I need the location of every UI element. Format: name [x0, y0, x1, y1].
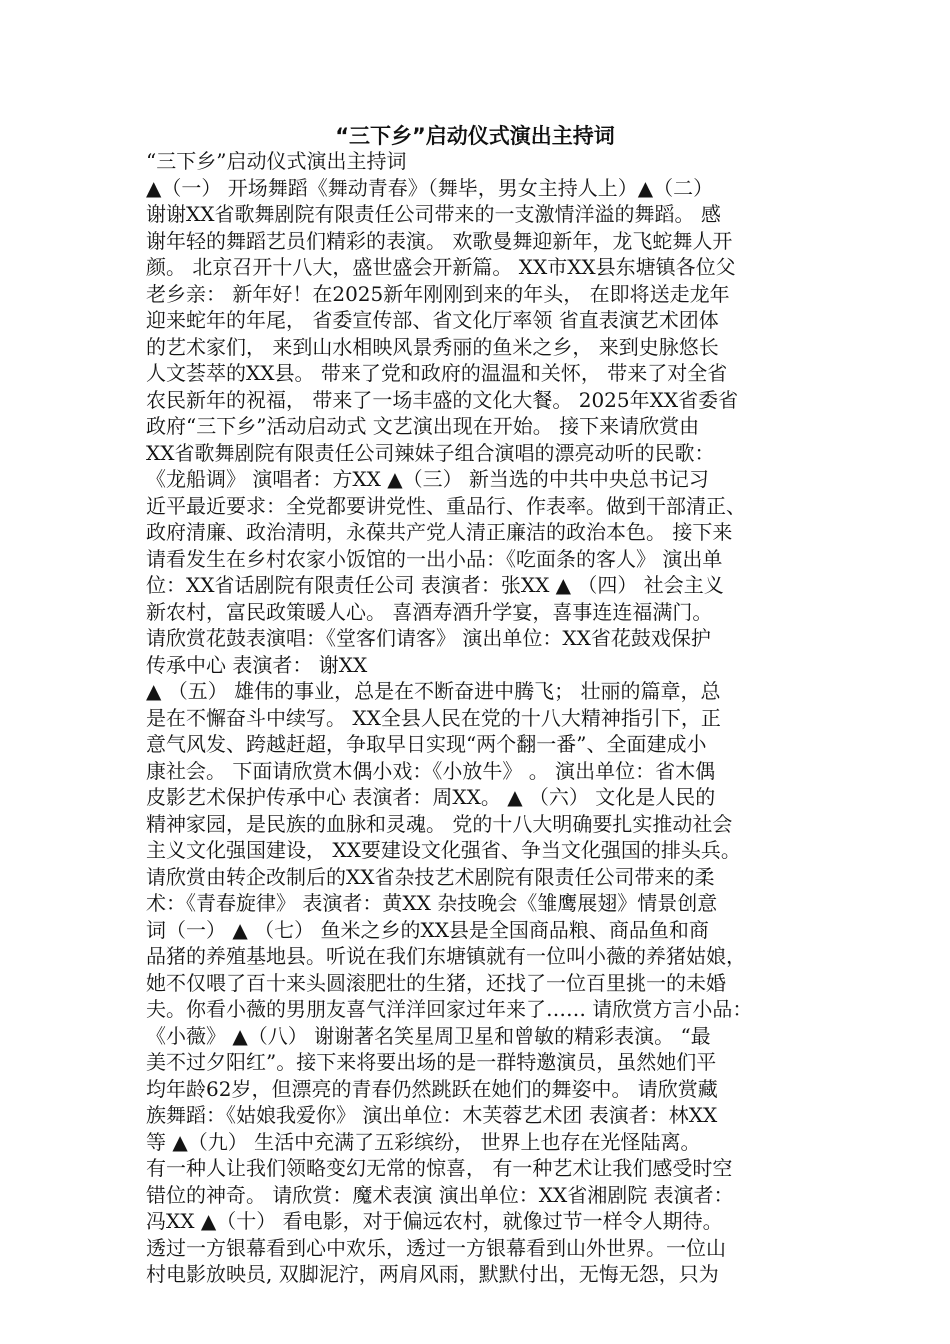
body-text-line: 均年龄62岁，但漂亮的青春仍然跳跃在她们的舞姿中。 请欣赏藏: [146, 1076, 718, 1101]
body-text-line: 她不仅喂了百十来头圆滚肥壮的生猪，还找了一位百里挑一的未婚: [146, 970, 726, 995]
body-text-line: 老乡亲： 新年好！在2025新年刚刚到来的年头， 在即将送走龙年: [146, 281, 730, 306]
body-text-line: 的艺术家们， 来到山水相映风景秀丽的鱼米之乡， 来到史脉悠长: [146, 334, 719, 359]
body-text-line: 词（一） ▲ （七） 鱼米之乡的XX县是全国商品粮、商品鱼和商: [146, 917, 709, 942]
body-text-line: 美不过夕阳红”。接下来将要出场的是一群特邀演员，虽然她们平: [146, 1050, 717, 1074]
body-text-line: 政府清廉、政治清明，永葆共产党人清正廉洁的政治本色。 接下来: [146, 520, 733, 544]
body-text-line: 近平最近要求：全党都要讲党性、重品行、作表率。做到干部清正、: [146, 493, 746, 518]
document-body: [146, 148, 814, 1288]
body-text-line: 冯XX ▲（十） 看电影，对于偏远农村，就像过节一样令人期待。: [146, 1209, 723, 1233]
body-text-line: 族舞蹈：《姑娘我爱你》 演出单位：木芙蓉艺术团 表演者：林XX: [146, 1103, 718, 1127]
body-text-line: “三下乡”启动仪式演出主持词: [146, 149, 407, 173]
body-text-line: 精神家园，是民族的血脉和灵魂。 党的十八大明确要扎实推动社会: [146, 811, 733, 836]
body-text-line: 谢年轻的舞蹈艺员们精彩的表演。 欢歌曼舞迎新年，龙飞蛇舞人开: [146, 228, 733, 253]
body-text-line: ▲（一） 开场舞蹈《舞动青春》（舞毕，男女主持人上）▲（二）: [146, 175, 714, 200]
body-text-line: 等 ▲（九） 生活中充满了五彩缤纷， 世界上也存在光怪陆离。: [146, 1129, 701, 1154]
body-text-line: 谢谢XX省歌舞剧院有限责任公司带来的一支激情洋溢的舞蹈。 感: [146, 202, 721, 226]
body-text-line: 新农村，富民政策暖人心。 喜酒寿酒升学宴，喜事连连福满门。: [146, 599, 713, 624]
document-title: “三下乡”启动仪式演出主持词: [335, 124, 615, 148]
body-text-line: 迎来蛇年的年尾， 省委宣传部、省文化厅率领 省直表演艺术团体: [146, 308, 719, 332]
body-text-line: 是在不懈奋斗中续写。 XX全县人民在党的十八大精神指引下，正: [146, 705, 721, 730]
body-text-line: XX省歌舞剧院有限责任公司辣妹子组合演唱的漂亮动听的民歌：: [146, 440, 715, 465]
body-text-line: 村电影放映员, 双脚泥泞，两肩风雨，默默付出，无悔无怨，只为: [146, 1262, 719, 1286]
body-text-line: 请欣赏由转企改制后的XX省杂技艺术剧院有限责任公司带来的柔: [146, 864, 715, 889]
body-text-line: 康社会。 下面请欣赏木偶小戏：《小放牛》 。 演出单位：省木偶: [146, 758, 716, 783]
body-text-line: 意气风发、跨越赶超，争取早日实现“两个翻一番”、全面建成小: [146, 732, 707, 756]
body-text-line: 有一种人让我们领略变幻无常的惊喜， 有一种艺术让我们感受时空: [146, 1156, 733, 1180]
body-text-line: 《龙船调》 演唱者：方XX ▲（三） 新当选的中共中央总书记习: [146, 467, 709, 491]
body-text-line: 品猪的养殖基地县。听说在我们东塘镇就有一位叫小薇的养猪姑娘，: [146, 944, 746, 968]
body-text-line: 位：XX省话剧院有限责任公司 表演者：张XX ▲ （四） 社会主义: [146, 573, 724, 597]
body-text-line: 错位的神奇。 请欣赏：魔术表演 演出单位：XX省湘剧院 表演者：: [146, 1182, 734, 1207]
body-text-line: 政府“三下乡”活动启动式 文艺演出现在开始。 接下来请欣赏由: [146, 414, 700, 438]
body-text-line: 颜。 北京召开十八大，盛世盛会开新篇。 XX市XX县东塘镇各位父: [146, 255, 736, 279]
body-text-line: 请看发生在乡村农家小饭馆的一出小品：《吃面条的客人》 演出单: [146, 546, 723, 571]
body-text-line: ▲ （五） 雄伟的事业，总是在不断奋进中腾飞； 壮丽的篇章，总: [146, 679, 721, 703]
body-text-line: 人文荟萃的XX县。 带来了党和政府的温温和关怀， 带来了对全省: [146, 361, 728, 385]
body-text-line: 皮影艺术保护传承中心 表演者：周XX。 ▲ （六） 文化是人民的: [146, 785, 716, 809]
body-text-line: 夫。你看小薇的男朋友喜气洋洋回家过年来了…… 请欣赏方言小品：: [146, 997, 753, 1021]
body-text-line: 《小薇》 ▲（八） 谢谢著名笑星周卫星和曾敏的精彩表演。 “最: [146, 1023, 711, 1048]
body-text-line: 传承中心 表演者： 谢XX: [146, 652, 368, 677]
body-text-line: 透过一方银幕看到心中欢乐，透过一方银幕看到山外世界。一位山: [146, 1235, 726, 1260]
body-text-line: 主义文化强国建设， XX要建设文化强省、争当文化强国的排头兵。: [146, 838, 741, 862]
body-text-line: 请欣赏花鼓表演唱：《堂客们请客》 演出单位：XX省花鼓戏保护: [146, 626, 711, 650]
body-text-line: 术：《青春旋律》 表演者：黄XX 杂技晚会《雏鹰展翅》情景创意: [146, 891, 718, 915]
body-text-line: 农民新年的祝福， 带来了一场丰盛的文化大餐。 2025年XX省委省: [146, 387, 739, 412]
